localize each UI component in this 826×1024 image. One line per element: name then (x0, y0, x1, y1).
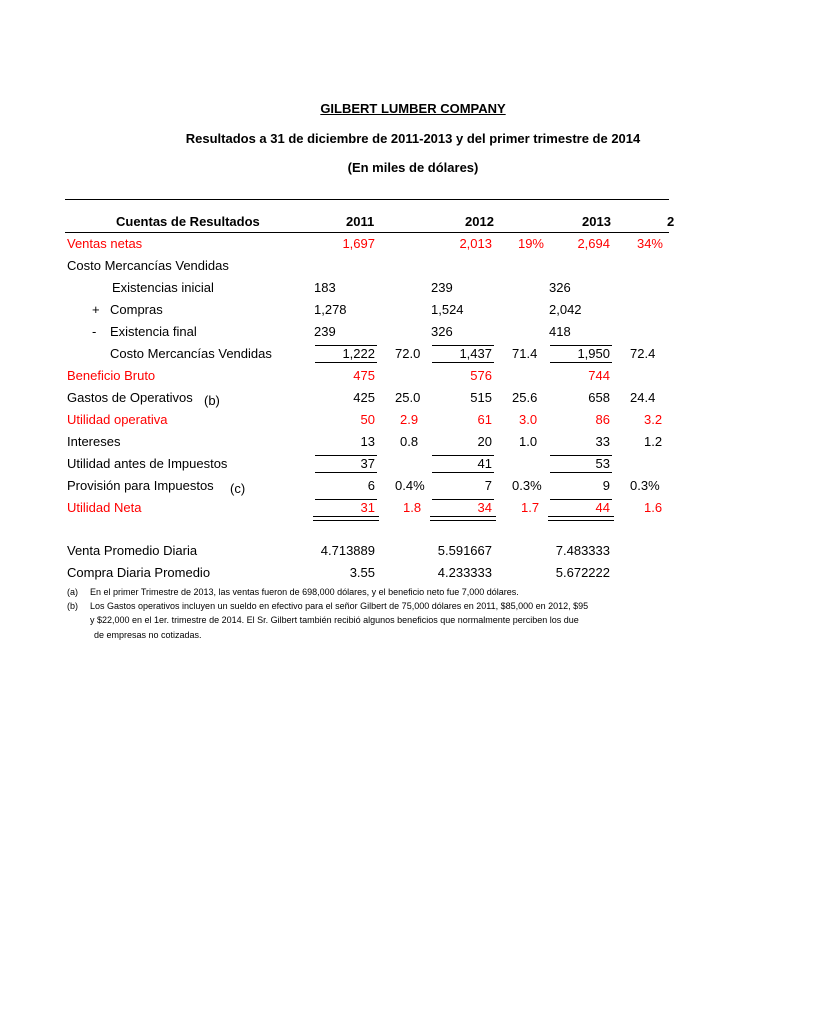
header-rule (65, 232, 669, 233)
top-rule (65, 199, 669, 200)
note-a-mark: (a) (67, 587, 78, 597)
note-b-text-3: de empresas no cotizadas. (94, 630, 202, 640)
percent-2012: 25.6 (512, 390, 538, 405)
row-label: Utilidad antes de Impuestos (67, 456, 228, 471)
row-label: Compra Diaria Promedio (67, 565, 211, 580)
percent-2012: 19% (517, 236, 544, 251)
value-2011: 475 (353, 368, 375, 383)
total-line-2012 (432, 472, 494, 473)
header-2013: 2013 (582, 214, 611, 229)
value-2011: 31 (360, 500, 375, 515)
value-2011: 37 (360, 456, 375, 471)
row-intereses (0, 434, 760, 456)
total-line-2012 (432, 362, 494, 363)
percent-2013: 72.4 (630, 346, 656, 361)
value-2013: 86 (595, 412, 610, 427)
value-2012: 2,013 (459, 236, 492, 251)
percent-2012: 0.3% (512, 478, 542, 493)
row-label: Compras (110, 302, 163, 317)
percent-2013: 24.4 (630, 390, 656, 405)
value-2013: 1,950 (577, 346, 610, 361)
row-existencias-inicial (0, 280, 760, 302)
value-2011: 1,697 (342, 236, 375, 251)
header-2014: 2 (667, 214, 675, 229)
header-2011: 2011 (346, 214, 375, 229)
row-label: Intereses (67, 434, 121, 449)
value-2012: 34 (477, 500, 492, 515)
value-2012: 576 (470, 368, 492, 383)
percent-2011: 1.8 (403, 500, 422, 515)
value-2013: 2,042 (549, 302, 582, 317)
percent-2011: 0.8 (400, 434, 419, 449)
row-beneficio-bruto (0, 368, 760, 390)
value-2013: 744 (588, 368, 610, 383)
value-2013: 418 (549, 324, 571, 339)
row-costo-header (0, 258, 760, 280)
percent-2013: 3.2 (644, 412, 663, 427)
row-label: Utilidad Neta (67, 500, 142, 515)
note-b-mark: (b) (67, 601, 78, 611)
value-2012: 41 (477, 456, 492, 471)
row-label: Costo Mercancías Vendidas (67, 258, 229, 273)
row-label: Beneficio Bruto (67, 368, 156, 383)
value-2011: 239 (314, 324, 336, 339)
percent-2011: 72.0 (395, 346, 421, 361)
double-line-2013 (548, 516, 614, 521)
percent-2011: 2.9 (400, 412, 419, 427)
value-2012: 326 (431, 324, 453, 339)
value-2012: 7 (484, 478, 492, 493)
value-2011: 6 (367, 478, 375, 493)
value-2011: 1,222 (342, 346, 375, 361)
row-ventas-netas (0, 236, 760, 258)
value-2011: 3.55 (349, 565, 375, 580)
row-label: Existencia final (110, 324, 197, 339)
company-title: GILBERT LUMBER COMPANY (320, 101, 506, 116)
row-compra-diaria-promedio (0, 565, 760, 587)
row-compras (0, 302, 760, 324)
report-units: (En miles de dólares) (347, 160, 479, 175)
total-line-2013 (550, 362, 612, 363)
note-b-text-2: y $22,000 en el 1er. trimestre de 2014. El Sr. Gilbert también recibió algunos beneficios que normalmente perciben los due (90, 615, 579, 625)
percent-2013: 1.2 (644, 434, 663, 449)
value-2013: 44 (595, 500, 610, 515)
row-existencia-final (0, 324, 760, 346)
value-2013: 658 (588, 390, 610, 405)
value-2011: 50 (360, 412, 375, 427)
header-accounts: Cuentas de Resultados (116, 214, 260, 229)
row-provision-impuestos (0, 478, 760, 500)
row-label: Costo Mercancías Vendidas (110, 346, 272, 361)
value-2013: 53 (595, 456, 610, 471)
percent-2013: 1.6 (644, 500, 663, 515)
percent-2012: 3.0 (519, 412, 538, 427)
value-2012: 61 (477, 412, 492, 427)
percent-2012: 1.0 (519, 434, 538, 449)
double-line-2012 (430, 516, 496, 521)
row-utilidad-antes-impuestos (0, 456, 760, 478)
value-2012: 239 (431, 280, 453, 295)
row-utilidad-operativa (0, 412, 760, 434)
value-2011: 425 (353, 390, 375, 405)
percent-2013: 0.3% (630, 478, 660, 493)
value-2013: 326 (549, 280, 571, 295)
row-label: Venta Promedio Diaria (67, 543, 198, 558)
note-b-text-1: Los Gastos operativos incluyen un sueldo en efectivo para el señor Gilbert de 75,000 dólares en 2011, $85,000 en 2012, $95 (90, 601, 589, 611)
note-a-text: En el primer Trimestre de 2013, las ventas fueron de 698,000 dólares, y el beneficio neto fue 7,000 dólares. (90, 587, 519, 597)
value-2013: 7.483333 (555, 543, 610, 558)
plus-sign: + (92, 302, 100, 317)
header-2012: 2012 (465, 214, 494, 229)
value-2013: 33 (595, 434, 610, 449)
double-line-2011 (313, 516, 379, 521)
value-2012: 20 (477, 434, 492, 449)
value-2012: 515 (470, 390, 492, 405)
total-line-2011 (315, 362, 377, 363)
percent-2013: 34% (636, 236, 663, 251)
total-line-2011 (315, 472, 377, 473)
row-gastos-operativos (0, 390, 760, 412)
value-2011: 13 (360, 434, 375, 449)
minus-sign: - (92, 324, 97, 339)
row-costo-mercancias (0, 346, 760, 368)
value-2012: 1,524 (431, 302, 464, 317)
footnote-mark: (b) (204, 393, 220, 408)
percent-2011: 0.4% (395, 478, 425, 493)
value-2013: 5.672222 (555, 565, 610, 580)
report-subtitle: Resultados a 31 de diciembre de 2011-2013 y del primer trimestre de 2014 (185, 131, 641, 146)
value-2011: 4.713889 (320, 543, 375, 558)
value-2013: 2,694 (577, 236, 610, 251)
row-utilidad-neta (0, 500, 760, 522)
row-label: Gastos de Operativos (67, 390, 193, 405)
footnote-mark: (c) (230, 481, 246, 496)
row-label: Existencias inicial (112, 280, 214, 295)
percent-2012: 71.4 (512, 346, 538, 361)
total-line-2013 (550, 472, 612, 473)
value-2012: 1,437 (459, 346, 492, 361)
value-2013: 9 (602, 478, 610, 493)
value-2012: 5.591667 (437, 543, 492, 558)
value-2011: 1,278 (314, 302, 347, 317)
row-label: Provisión para Impuestos (67, 478, 214, 493)
row-venta-promedio-diaria (0, 543, 760, 565)
percent-2011: 25.0 (395, 390, 421, 405)
value-2012: 4.233333 (437, 565, 492, 580)
row-label: Utilidad operativa (67, 412, 168, 427)
value-2011: 183 (314, 280, 336, 295)
row-label: Ventas netas (67, 236, 143, 251)
percent-2012: 1.7 (521, 500, 540, 515)
